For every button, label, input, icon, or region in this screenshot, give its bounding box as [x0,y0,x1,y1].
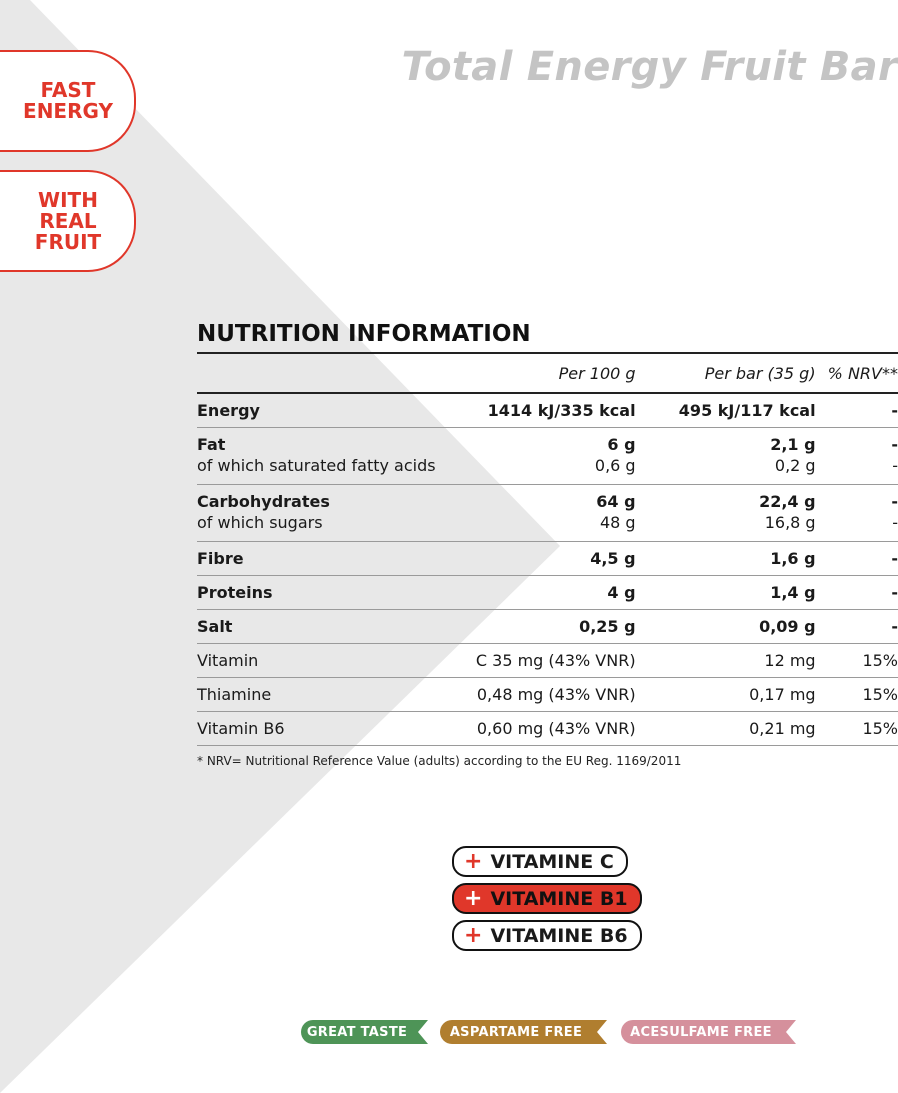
row-perbar: 12 mg [636,644,816,678]
row-label: of which saturated fatty acids [197,454,436,485]
row-perbar: 0,2 g [636,454,816,485]
vitamin-c-label: VITAMINE C [490,850,614,873]
table-row [197,610,898,644]
table-row [197,644,898,678]
ribbon-notch-icon [412,1020,428,1044]
row-perbar: 495 kJ/117 kcal [636,393,816,428]
header-cell-nutrient [197,354,436,393]
row-per100: 0,60 mg (43% VNR) [436,712,636,746]
row-label: Vitamin [197,644,436,678]
vitamin-c-pill [452,846,628,877]
vitamin-b1-label: VITAMINE B1 [490,887,628,910]
row-perbar: 0,17 mg [636,678,816,712]
real-fruit-badge-label: WITH REAL FRUIT [34,187,102,254]
header-cell-nrv: % NRV** [816,354,898,393]
table-row [197,511,898,542]
row-nrv: - [816,511,898,542]
row-label: Fat [197,435,226,454]
row-nrv: 15% [816,678,898,712]
row-nrv: 15% [816,644,898,678]
row-per100: 0,48 mg (43% VNR) [436,678,636,712]
table-row [197,454,898,485]
acesulfame-free-ribbon [621,1020,795,1044]
ribbon-notch-icon [780,1020,796,1044]
product-title: Total Energy Fruit Bar [401,44,898,90]
table-row [197,485,898,512]
row-perbar: 22,4 g [759,492,816,511]
row-nrv: 15% [816,712,898,746]
row-perbar: 0,21 mg [636,712,816,746]
row-label: of which sugars [197,511,436,542]
row-nrv: - [891,435,898,454]
aspartame-free-label: ASPARTAME FREE [440,1020,592,1044]
table-row [197,542,898,576]
vitamin-b1-pill [452,883,642,914]
table-row [197,428,898,455]
row-perbar: 0,09 g [636,610,816,644]
row-label: Salt [197,610,436,644]
row-label: Fibre [197,542,436,576]
row-per100: 0,6 g [436,454,636,485]
row-label: Thiamine [197,678,436,712]
row-label: Carbohydrates [197,492,330,511]
row-per100: 0,25 g [436,610,636,644]
row-nrv: - [816,610,898,644]
nutrition-heading: NUTRITION INFORMATION [197,321,898,354]
row-nrv: - [816,542,898,576]
fast-energy-badge-label: FAST ENERGY [23,78,113,123]
header-cell-per100: Per 100 g [436,354,636,393]
header-cell-perbar: Per bar (35 g) [636,354,816,393]
aspartame-free-ribbon [440,1020,606,1044]
vitamin-b6-pill [452,920,642,951]
plus-icon: + [464,848,483,874]
nutrition-section [197,321,898,768]
row-label: Proteins [197,576,436,610]
ribbon-notch-icon [591,1020,607,1044]
row-perbar: 16,8 g [636,511,816,542]
row-nrv: - [816,454,898,485]
row-label: Vitamin B6 [197,712,436,746]
row-per100: 4,5 g [436,542,636,576]
row-nrv: - [816,576,898,610]
row-nrv: - [816,393,898,428]
table-header-row [197,354,898,393]
row-per100: 48 g [436,511,636,542]
row-label: Energy [197,393,436,428]
plus-icon: + [464,885,483,911]
fast-energy-badge [0,50,136,152]
table-row [197,678,898,712]
row-per100: 6 g [607,435,636,454]
vitamin-b6-label: VITAMINE B6 [490,924,628,947]
row-perbar: 1,6 g [636,542,816,576]
table-row [197,393,898,428]
great-taste-ribbon [301,1020,427,1044]
row-per100: 64 g [596,492,636,511]
table-row [197,576,898,610]
row-per100: 1414 kJ/335 kcal [436,393,636,428]
nutrition-table [197,354,898,746]
table-row [197,712,898,746]
acesulfame-free-label: ACESULFAME FREE [621,1020,781,1044]
row-per100: C 35 mg (43% VNR) [436,644,636,678]
row-perbar: 2,1 g [770,435,816,454]
great-taste-label: GREAT TASTE [301,1020,413,1044]
row-nrv: - [891,492,898,511]
real-fruit-badge [0,170,136,272]
row-per100: 4 g [436,576,636,610]
plus-icon: + [464,922,483,948]
nrv-footnote: * NRV= Nutritional Reference Value (adults) according to the EU Reg. 1169/2011 [197,754,682,768]
row-perbar: 1,4 g [636,576,816,610]
